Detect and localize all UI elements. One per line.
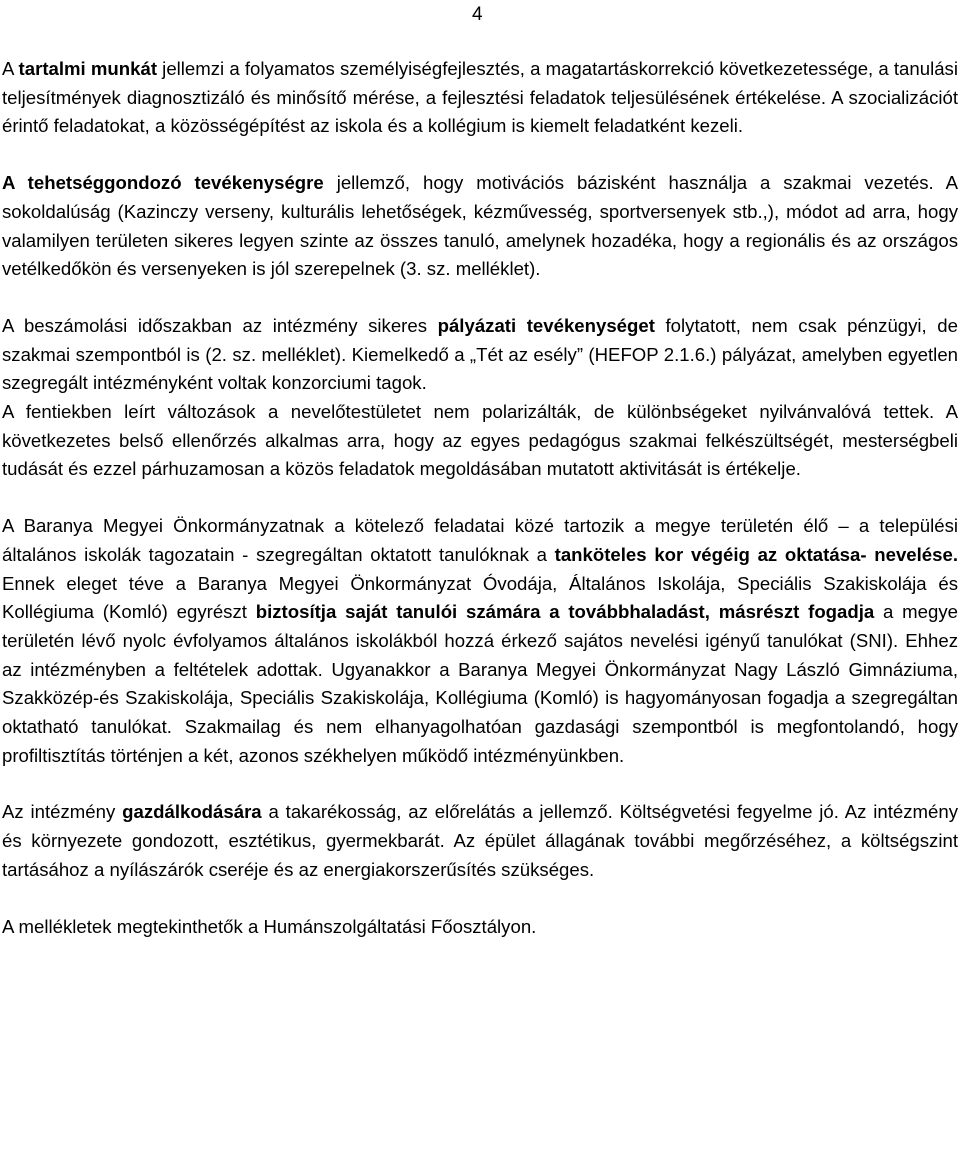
page-number: 4 bbox=[472, 4, 483, 25]
paragraph-mellekletek bbox=[2, 913, 958, 942]
bold-text-segment: biztosítja saját tanulói számára a továbbhaladást, másrészt fogadja bbox=[255, 601, 875, 623]
paragraph-spacer bbox=[2, 770, 958, 798]
text-segment: jellemzi a folyamatos személyiségfejlesztés, a magatartáskorrekció következetessége, a tanulási teljesítmények diagnosztizáló és minősítő mérése, a fejlesztési feladatok teljesülésének értékelése. A szocializációt érintő feladatokat, a közösségépítést az iskola és a kollégium is kiemelt feladatként kezeli. bbox=[2, 58, 958, 137]
paragraph-spacer bbox=[2, 885, 958, 913]
paragraph-spacer bbox=[2, 141, 958, 169]
bold-text-segment: tanköteles kor végéig az oktatása- nevelése. bbox=[554, 543, 958, 565]
paragraph-palyazati-tevekenyseg bbox=[2, 312, 958, 398]
text-segment: jellemző, hogy motivációs bázisként használja a szakmai vezetés. A sokoldalúság (Kazinczy verseny, kulturális lehetőségek, kézművesség, sportversenyek stb.,), módot ad arra, hogy valamilyen területen sikeres legyen szinte az összes tanuló, amelynek hozadéka, hogy a regionális és az országos vetélkedőkön és versenyeken is jól szerepelnek (3. sz. melléklet). bbox=[2, 172, 958, 280]
paragraph-tartalmi-munka bbox=[2, 55, 958, 141]
text-segment: A Baranya Megyei Önkormányzatnak a kötelező feladatai közé tartozik a megye területén élő – a települési általános iskolák tagozatain - szegregáltan oktatott tanulóknak a bbox=[2, 515, 958, 565]
bold-text-segment: tartalmi munkát bbox=[18, 58, 158, 79]
text-segment: folytatott, nem csak pénzügyi, de szakmai szempontból is (2. sz. melléklet). Kiemelkedő a „Tét az esély” (HEFOP 2.1.6.) pályázat, amelyben egyetlen szegregált intézményként voltak konzorciumi tagok. bbox=[2, 314, 958, 394]
bold-text-segment: gazdálkodására bbox=[122, 801, 262, 823]
text-segment: A fentiekben leírt változások a nevelőtestületet nem polarizálták, de különbségeket nyilvánvalóvá tettek. A következetes belső ellenőrzés alkalmas arra, hogy az egyes pedagógus szakmai felkészültségét, mesterségbeli tudását és ezzel párhuzamosan a közös feladatok megoldásában mutatott aktivitását is értékelje. bbox=[2, 401, 958, 480]
paragraph-gazdalkodas bbox=[2, 798, 958, 884]
paragraph-tehetseggondozas bbox=[2, 169, 958, 284]
text-segment: A beszámolási időszakban az intézmény sikeres bbox=[2, 314, 438, 336]
text-segment: a megye területén lévő nyolc évfolyamos általános iskolákból hozzá érkező sajátos nevelési igényű tanulókat (SNI). Ehhez az intézményben a feltételek adottak. Ugyanakkor a Baranya Megyei Önkormányzat Nagy László Gimnáziuma, Szakközép-és Szakiskolája, Speciális Szakiskolája, Kollégiuma (Komló) is hagyományosan fogadja a szegregáltan oktatható tanulókat. Szakmailag és nem elhanyagolhatóan gazdasági szempontból is megfontolandó, hogy profiltisztítás történjen a két, azonos székhelyen működő intézményünkben. bbox=[2, 601, 958, 766]
text-segment: A bbox=[2, 58, 19, 79]
text-segment: A mellékletek megtekinthetők a Humánszolgáltatási Főosztályon. bbox=[2, 915, 537, 937]
document-body bbox=[2, 55, 958, 941]
bold-text-segment: A tehetséggondozó tevékenységre bbox=[2, 172, 324, 194]
paragraph-nevelotestulet bbox=[2, 398, 958, 484]
paragraph-spacer bbox=[2, 284, 958, 312]
paragraph-baranya-megyei-onkormanyzat bbox=[2, 512, 958, 770]
text-segment: Ennek eleget téve a Baranya Megyei Önkormányzat Óvodája, Általános Iskolája, Speciális Szakiskolája és Kollégiuma (Komló) egyrészt bbox=[2, 572, 958, 623]
text-segment: Az intézmény bbox=[2, 801, 123, 823]
paragraph-spacer bbox=[2, 484, 958, 512]
text-segment: a takarékosság, az előrelátás a jellemző. Költségvetési fegyelme jó. Az intézmény és környezete gondozott, esztétikus, gyermekbarát. Az épület állagának további megőrzéséhez, a költségszint tartásához a nyílászárók cseréje és az energiakorszerűsítés szükséges. bbox=[2, 801, 959, 880]
bold-text-segment: pályázati tevékenységet bbox=[437, 314, 655, 336]
